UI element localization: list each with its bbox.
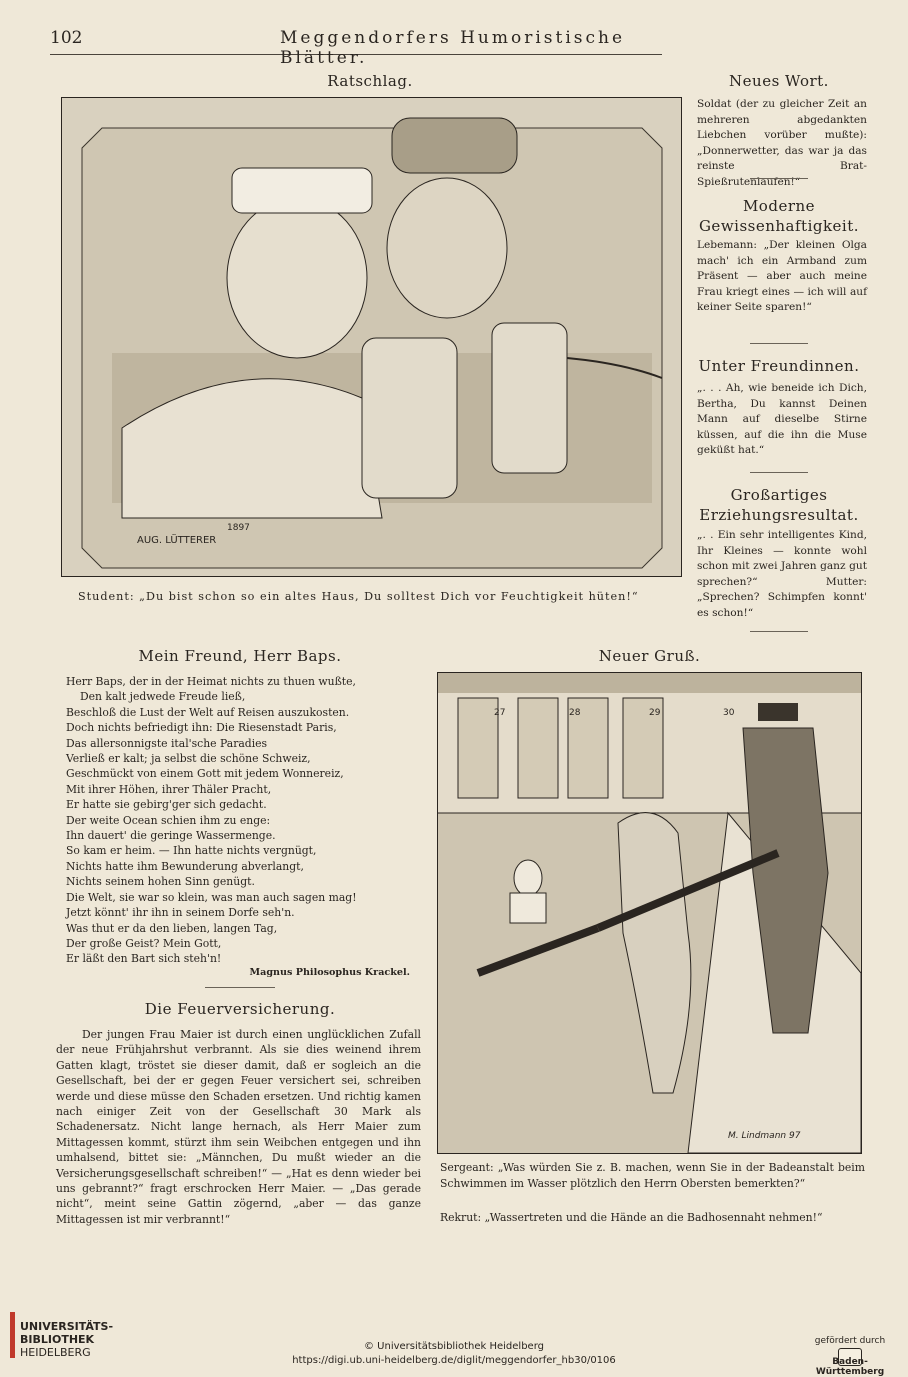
erziehung-title-line1: Großartiges [730, 486, 828, 504]
erziehung-text: „. . Ein sehr intelligentes Kind, Ihr Kleines — konnte wohl schon mit zwei Jahren ganz gut sprechen?“ Mutter: „Sprechen? Schimpfen konnt' es schon!“ [697, 529, 867, 619]
poem-line: Verließ er kalt; ja selbst die schöne Schweiz, [66, 752, 311, 766]
funded-by-label: gefördert durch [814, 1336, 886, 1346]
poem-line: Was thut er da den lieben, langen Tag, [66, 921, 278, 935]
ratschlag-caption: Student: „Du bist schon so ein altes Haus, Du solltest Dich vor Feuchtigkeit hüten!“ [78, 590, 639, 603]
poem-line: Mit ihrer Höhen, ihrer Thäler Pracht, [66, 782, 272, 796]
moderne-title-line2: Gewissenhaftigkeit. [698, 217, 860, 235]
library-logo[interactable] [10, 1310, 114, 1360]
poem-line: Beschloß die Lust der Welt auf Reisen auszukosten. [66, 705, 350, 719]
poem-line: Das allersonnigste ital'sche Paradies [66, 736, 268, 750]
library-name-line3: HEIDELBERG [20, 1346, 91, 1359]
cabin-number: 30 [723, 708, 735, 718]
baps-title: Mein Freund, Herr Baps. [138, 647, 342, 665]
library-name-line2: BIBLIOTHEK [20, 1333, 95, 1346]
gruss-signature: M. Lindmann 97 [728, 1131, 801, 1141]
poem-line: Der große Geist? Mein Gott, [66, 936, 222, 950]
section-divider [205, 987, 275, 988]
library-name-line1: UNIVERSITÄTS- [20, 1320, 114, 1333]
ratschlag-year: 1897 [227, 523, 250, 533]
gruss-caption-line1: Sergeant: „Was würden Sie z. B. machen, wenn Sie in der Badeanstalt beim Schwimmen im Wasser plötzlich den Herrn Obersten bemerkten?“ [440, 1161, 865, 1190]
neues-wort-title: Neues Wort. [729, 72, 829, 90]
poem-line: Der weite Ocean schien ihm zu enge: [66, 813, 271, 827]
poem-line: Nichts seinem hohen Sinn genügt. [66, 875, 255, 889]
feuer-text: Der jungen Frau Maier ist durch einen unglücklichen Zufall der neue Frühjahrshut verbrannt. Als sie dies weinend ihrem Gatten klagt, tröstet sie dieser damit, daß er sogleich an die Gesellschaft, bei der er gegen Feuer versichert sei, schreiben werde und diese müsse den Schaden ersetzen. Und richtig kamen nach einiger Zeit von der Gesellschaft 30 Mark als Schadenersatz. Nicht lange hernach, als Herr Maier zum Mittagessen kommt, stürzt ihm sein Weibchen entgegen und ihn umhalsend, bittet sie: „Männchen, Du mußt wieder an die Versicherungsgesellschaft schreiben!“ — „Hat es denn wieder bei uns gebrannt?“ fragt erschrocken Herr Maier. — „Das gerade nicht“, meint seine Gattin zögernd, „aber — das ganze Mittagessen ist mir verbrannt!“ [56, 1028, 421, 1226]
neues-wort-text: Soldat (der zu gleicher Zeit an mehreren abgedankten Liebchen vorüber mußte): „Donnerwetter, das war ja das reinste Brat-Spießrutenlaufen!“ [697, 98, 867, 188]
gruss-title: Neuer Gruß. [598, 647, 701, 665]
copyright-notice: © Universitätsbibliothek Heidelberg [363, 1341, 544, 1352]
feuer-title: Die Feuerversicherung. [144, 1000, 336, 1018]
ratschlag-illustration [61, 97, 682, 577]
freundinnen-title: Unter Freundinnen. [698, 357, 860, 375]
ratschlag-signature: AUG. LÜTTERER [137, 535, 217, 546]
ratschlag-title: Ratschlag. [327, 72, 413, 90]
poem-line: So kam er heim. — Ihn hatte nichts vergnügt, [66, 844, 317, 858]
poem-line: Er hatte sie gebirg'ger sich gedacht. [66, 798, 267, 812]
poem-line: Die Welt, sie war so klein, was man auch sagen mag! [66, 890, 357, 904]
page-header [50, 26, 662, 68]
state-name: Baden-Württemberg [815, 1357, 885, 1377]
sidebar-divider [750, 343, 808, 344]
poem-line: Er läßt den Bart sich steh'n! [66, 952, 222, 966]
sidebar-divider [750, 472, 808, 473]
ratschlag-drawing [62, 98, 681, 576]
gruss-illustration [437, 672, 862, 1154]
poem-line: Geschmückt von einem Gott mit jedem Wonnereiz, [66, 767, 344, 781]
freundinnen-text: „. . . Ah, wie beneide ich Dich, Bertha, Du kannst Deinen Mann auf dieselbe Stirne küssen, auf die ihn die Muse geküßt hat.“ [697, 382, 867, 457]
poem-line: Ihn dauert' die geringe Wassermenge. [66, 829, 276, 843]
cabin-number: 29 [649, 708, 661, 718]
sidebar-divider [750, 631, 808, 632]
poem-line: Jetzt könnt' ihr ihn in seinem Dorfe seh'n. [66, 906, 295, 920]
sidebar-divider [750, 178, 808, 179]
gruss-drawing [438, 673, 861, 1153]
poem-line: Doch nichts befriedigt ihn: Die Riesenstadt Paris, [66, 721, 337, 735]
page-number: 102 [50, 28, 83, 48]
permalink[interactable]: https://digi.ub.uni-heidelberg.de/diglit/meggendorfer_hb30/0106 [292, 1355, 616, 1366]
poem-line: Herr Baps, der in der Heimat nichts zu thuen wußte, [66, 675, 356, 688]
baps-author: Magnus Philosophus Krackel. [249, 967, 410, 978]
moderne-title-line1: Moderne [742, 197, 816, 215]
erziehung-title-line2: Erziehungsresultat. [699, 506, 859, 524]
poem-line: Nichts hatte ihm Bewunderung abverlangt, [66, 859, 304, 873]
cabin-number: 27 [494, 708, 506, 718]
baps-poem [66, 674, 421, 967]
poem-line: Den kalt jedwede Freude ließ, [80, 690, 246, 704]
moderne-text: Lebemann: „Der kleinen Olga mach' ich ein Armband zum Präsent — aber auch meine Frau kriegt eines — ich will auf keiner Seite sparen!“ [697, 239, 867, 314]
gruss-caption-line2: Rekrut: „Wassertreten und die Hände an die Badhosennaht nehmen!“ [440, 1211, 823, 1224]
running-head: Meggendorfers Humoristische Blätter. [280, 28, 626, 68]
cabin-number: 28 [569, 708, 581, 718]
